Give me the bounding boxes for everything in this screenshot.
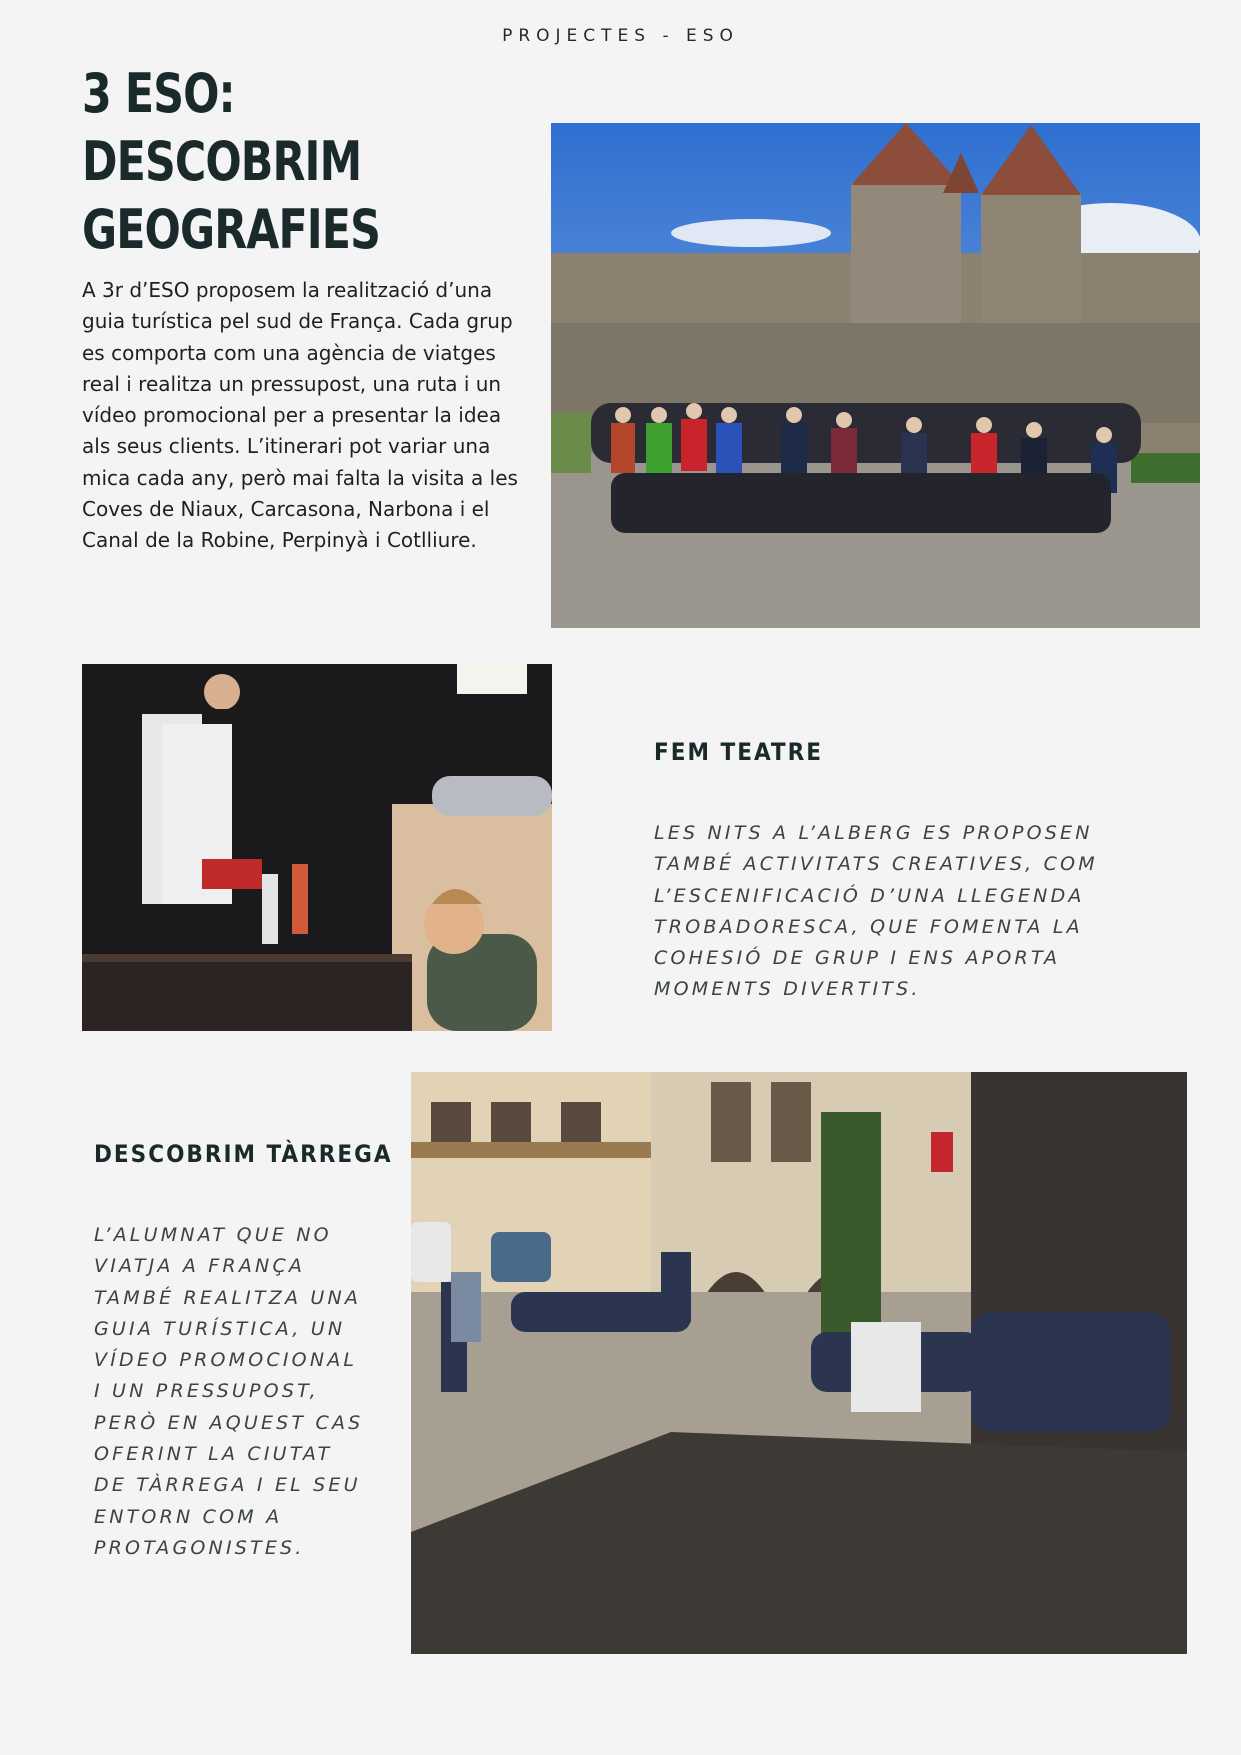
page-title xyxy=(82,60,487,264)
page-title-line-1: 3 ESO: DESCOBRIM xyxy=(82,62,362,193)
theatre-heading: FEM TEATRE xyxy=(654,738,823,766)
theatre-photo xyxy=(82,664,552,1031)
page-header-label: PROJECTES - ESO xyxy=(502,26,739,46)
tarrega-square-photo xyxy=(411,1072,1187,1654)
castle-group-photo xyxy=(551,123,1200,628)
tarrega-heading: DESCOBRIM TÀRREGA xyxy=(94,1140,393,1168)
tarrega-paragraph: L’ALUMNAT QUE NO VIATJA A FRANÇA TAMBÉ REALITZA UNA GUIA TURÍSTICA, UN VÍDEO PROMOCIONAL I UN PRESSUPOST, PERÒ EN AQUEST CAS OFERINT LA CIUTAT DE TÀRREGA I EL SEU ENTORN COM A PROTAGONISTES. xyxy=(94,1224,364,1559)
page-title-line-2: GEOGRAFIES xyxy=(82,198,381,261)
theatre-paragraph: LES NITS A L’ALBERG ES PROPOSEN TAMBÉ ACTIVITATS CREATIVES, COM L’ESCENIFICACIÓ D’UNA LLEGENDA TROBADORESCA, QUE FOMENTA LA COHESIÓ DE GRUP I ENS APORTA MOMENTS DIVERTITS. xyxy=(654,822,1098,1001)
intro-paragraph: A 3r d’ESO proposem la realització d’una guia turística pel sud de França. Cada grup es comporta com una agència de viatges real i realitza un pressupost, una ruta i un vídeo promocional per a presentar la idea als seus clients. L’itinerari pot variar una mica cada any, però mai falta la visita a les Coves de Niaux, Carcasona, Narbona i el Canal de la Robine, Perpinyà i Cotlliure. xyxy=(82,278,518,553)
